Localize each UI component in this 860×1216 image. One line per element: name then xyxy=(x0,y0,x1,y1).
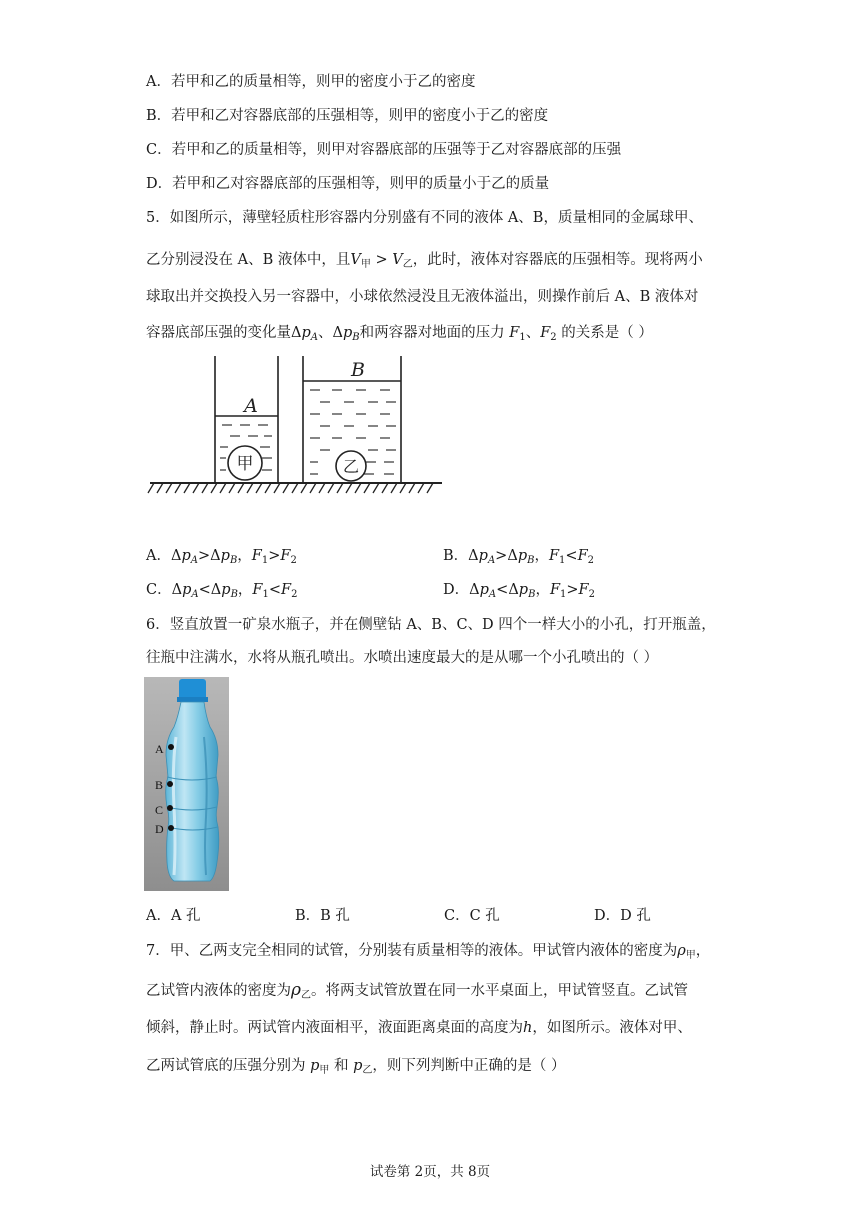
q5-option-d: D．$\Delta p_A<\Delta p_B$，$F_1>F_2$ xyxy=(443,582,595,600)
q4-option-d: D．若甲和乙对容器底部的压强相等，则甲的质量小于乙的质量 xyxy=(146,176,550,192)
hatch-mark xyxy=(346,483,352,493)
q7-stem-line2: 乙试管内液体的密度为$\rho_乙$。将两支试管放置在同一水平桌面上，甲试管竖直。乙试管 xyxy=(146,980,688,1001)
q4-option-a: A．若甲和乙的质量相等，则甲的密度小于乙的密度 xyxy=(146,74,476,90)
q6-option-d: D．D 孔 xyxy=(594,908,651,924)
hatch-mark xyxy=(310,483,316,493)
q4-option-c: C．若甲和乙的质量相等，则甲对容器底部的压强等于乙对容器底部的压强 xyxy=(146,142,622,158)
hatch-mark xyxy=(391,483,397,493)
hatch-mark xyxy=(355,483,361,493)
hatch-mark xyxy=(220,483,226,493)
hole-d-label: D xyxy=(155,822,164,836)
ball-yi-label: 乙 xyxy=(342,457,360,476)
q6-option-a: A．A 孔 xyxy=(146,908,201,924)
hole-a-label: A xyxy=(155,742,164,756)
hatch-mark xyxy=(382,483,388,493)
q6-stem-line2: 往瓶中注满水，水将从瓶孔喷出。水喷出速度最大的是从哪一个小孔喷出的（ ） xyxy=(146,650,659,666)
hatch-mark xyxy=(256,483,262,493)
hatch-mark xyxy=(283,483,289,493)
hatch-mark xyxy=(157,483,163,493)
hatch-mark xyxy=(229,483,235,493)
page-footer: 试卷第 2页，共 8页 xyxy=(369,1164,491,1180)
hatch-mark xyxy=(400,483,406,493)
q4-option-b: B．若甲和乙对容器底部的压强相等，则甲的密度小于乙的密度 xyxy=(146,108,549,124)
q6-stem-line1: 6．竖直放置一矿泉水瓶子，并在侧壁钻 A、B、C、D 四个一样大小的小孔，打开瓶盖， xyxy=(146,617,716,633)
q5-stem-line3: 球取出并交换投入另一容器中，小球依然浸没且无液体溢出，则操作前后 A、B 液体对 xyxy=(146,289,699,305)
q5-container-figure xyxy=(148,352,448,502)
hatch-mark xyxy=(364,483,370,493)
q7-stem-line4: 乙两试管底的压强分别为 $p_甲$ 和 $p_乙$，则下列判断中正确的是（ ） xyxy=(146,1058,566,1076)
hole-a xyxy=(168,744,174,750)
q7-stem-line3: 倾斜，静止时。两试管内液面相平，液面距离桌面的高度为h，如图所示。液体对甲、 xyxy=(146,1020,692,1036)
hatch-mark xyxy=(211,483,217,493)
hatch-mark xyxy=(166,483,172,493)
hatch-mark xyxy=(328,483,334,493)
q5-stem-line4: 容器底部压强的变化量$\Delta p_A$、$\Delta p_B$和两容器对地面的压力 $F_1$、$F_2$ 的关系是（ ） xyxy=(146,325,653,343)
hole-d xyxy=(168,825,174,831)
hatch-mark xyxy=(301,483,307,493)
hatch-mark xyxy=(247,483,253,493)
hatch-mark xyxy=(373,483,379,493)
q6-option-c: C．C 孔 xyxy=(444,908,500,924)
ground-hatching xyxy=(148,483,433,493)
q5-option-c: C．$\Delta p_A<\Delta p_B$，$F_1<F_2$ xyxy=(146,582,298,600)
hatch-mark xyxy=(148,483,154,493)
liquid-a-label: A xyxy=(244,395,258,417)
hatch-mark xyxy=(238,483,244,493)
hatch-mark xyxy=(184,483,190,493)
hatch-mark xyxy=(193,483,199,493)
q5-option-b: B．$\Delta p_A>\Delta p_B$，$F_1<F_2$ xyxy=(443,548,594,566)
liquid-b-label: B xyxy=(351,359,365,381)
hatch-mark xyxy=(427,483,433,493)
hole-b xyxy=(167,781,173,787)
q5-stem-line1: 5．如图所示，薄壁轻质柱形容器内分别盛有不同的液体 A、B，质量相同的金属球甲、 xyxy=(146,210,703,226)
hole-c xyxy=(167,805,173,811)
q5-option-a: A．$\Delta p_A>\Delta p_B$，$F_1>F_2$ xyxy=(146,548,297,566)
hatch-mark xyxy=(292,483,298,493)
hole-b-label: B xyxy=(155,778,164,792)
hatch-mark xyxy=(337,483,343,493)
hatch-mark xyxy=(175,483,181,493)
hatch-mark xyxy=(202,483,208,493)
hatch-mark xyxy=(418,483,424,493)
hatch-mark xyxy=(265,483,271,493)
hole-c-label: C xyxy=(155,803,164,817)
q5-stem-line2: 乙分别浸没在 A、B 液体中，且$V_甲 > V_乙$，此时，液体对容器底的压强相等。现将两小 xyxy=(146,252,703,270)
hatch-mark xyxy=(319,483,325,493)
water-bottle-photo xyxy=(144,677,229,891)
hatch-mark xyxy=(409,483,415,493)
ball-jia-label: 甲 xyxy=(236,454,254,474)
q6-option-b: B．B 孔 xyxy=(295,908,350,924)
hatch-mark xyxy=(274,483,280,493)
q7-stem-line1: 7．甲、乙两支完全相同的试管，分别装有质量相等的液体。甲试管内液体的密度为$\rho_甲$， xyxy=(146,943,711,961)
